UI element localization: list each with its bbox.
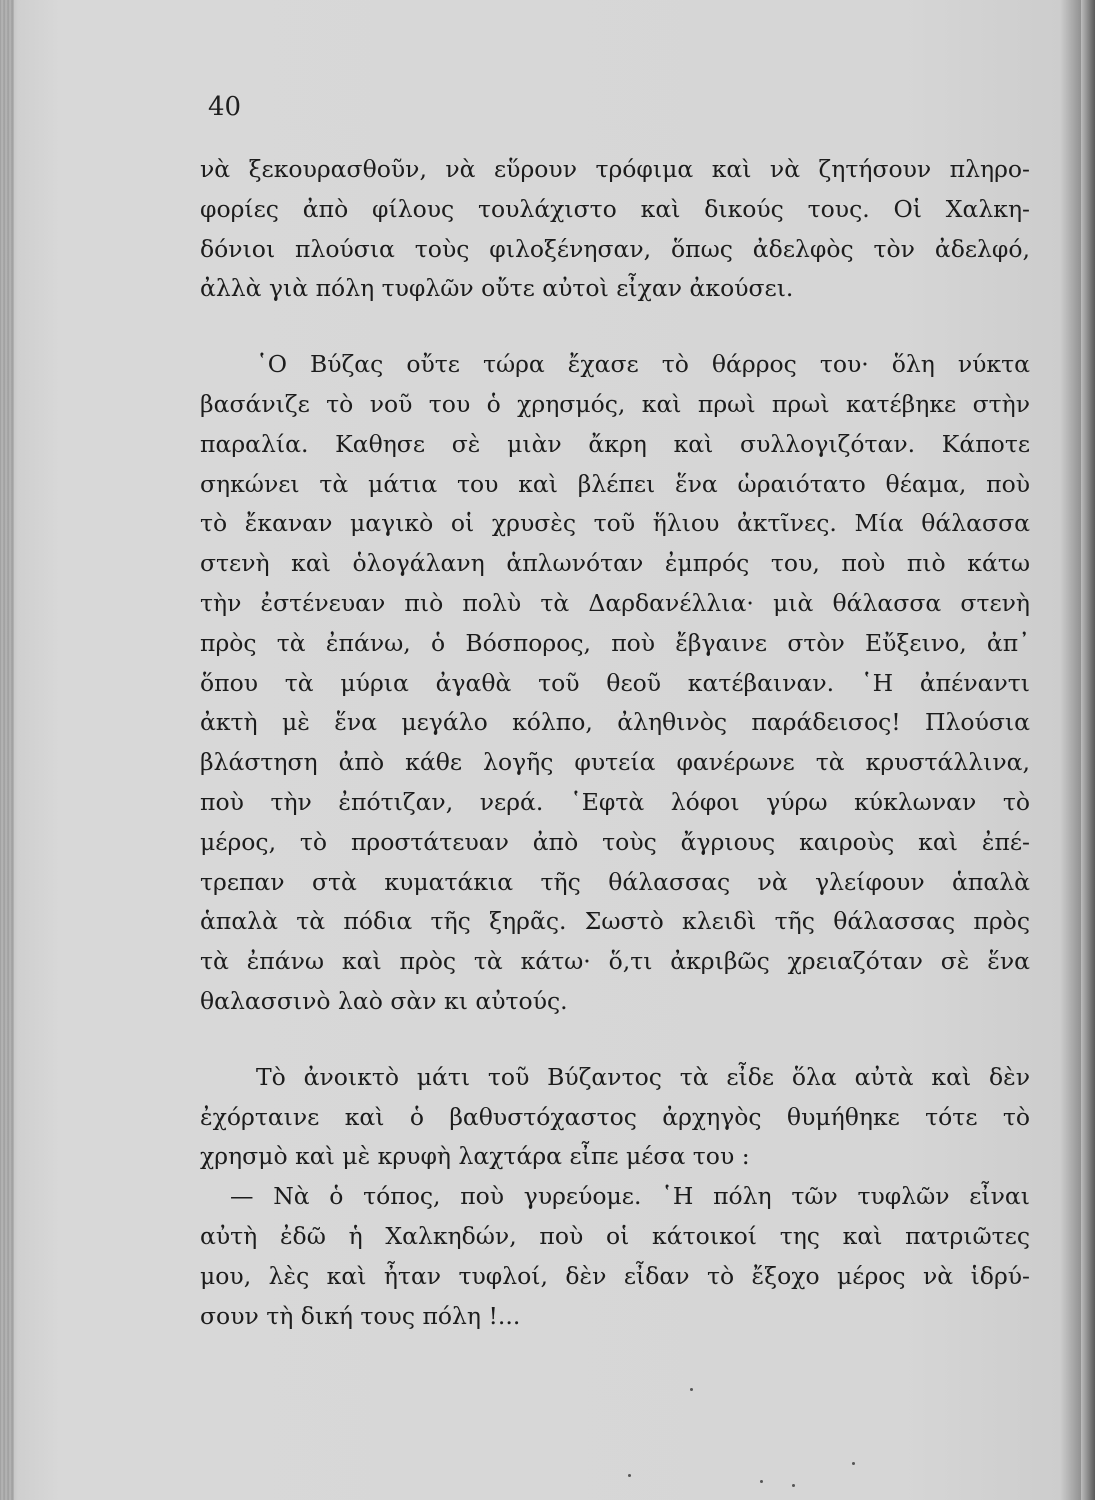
text-line: ἀλλὰ γιὰ πόλη τυφλῶν οὔτε αὐτοὶ εἶχαν ἀκούσει. [200,274,794,303]
text-line: μου, λὲς καὶ ἦταν τυφλοί, δὲν εἶδαν τὸ ἔξοχο μέρος νὰ ἱδρύ- [200,1261,1030,1290]
page-edge-right [1081,0,1095,1500]
text-line: φορίες ἀπὸ φίλους τουλάχιστο καὶ δικούς τους. Οἱ Χαλκη- [200,194,1030,223]
page-edge-left [0,0,14,1500]
text-line: τρεπαν στὰ κυματάκια τῆς θάλασσας νὰ γλείφουν ἁπαλὰ [200,867,1030,896]
text-line: τὰ ἐπάνω καὶ πρὸς τὰ κάτω· ὅ,τι ἀκριβῶς χρειαζόταν σὲ ἕνα [200,947,1030,976]
paragraph-4-dialogue [200,1177,1030,1336]
page-number: 40 [208,92,242,122]
dust-speck [628,1474,631,1477]
paragraph-3 [200,1058,1030,1177]
text-line: τὸ ἔκαναν μαγικὸ οἱ χρυσὲς τοῦ ἥλιου ἀκτῖνες. Μία θάλασσα [200,509,1030,538]
text-line: ποὺ τὴν ἐπότιζαν, νερά. ῾Εφτὰ λόφοι γύρω κύκλωναν τὸ [200,787,1030,816]
text-line: τὴν ἐστένευαν πιὸ πολὺ τὰ Δαρδανέλλια· μιὰ θάλασσα στενὴ [200,588,1030,617]
text-line: χρησμὸ καὶ μὲ κρυφὴ λαχτάρα εἶπε μέσα του : [200,1142,750,1171]
text-line: στενὴ καὶ ὁλογάλανη ἁπλωνόταν ἐμπρός του, ποὺ πιὸ κάτω [200,549,1030,578]
text-line: σουν τὴ δική τους πόλη !... [200,1301,521,1330]
dust-speck [792,1484,795,1487]
text-line: θαλασσινὸ λαὸ σὰν κι αὐτούς. [200,986,568,1015]
text-line: πρὸς τὰ ἐπάνω, ὁ Βόσπορος, ποὺ ἔβγαινε στὸν Εὔξεινο, ἀπ᾽ [200,628,1030,657]
text-line: νὰ ξεκουρασθοῦν, νὰ εὕρουν τρόφιμα καὶ νὰ ζητήσουν πληρο- [200,155,1030,183]
text-line: ὅπου τὰ μύρια ἀγαθὰ τοῦ θεοῦ κατέβαιναν. ῾Η ἀπέναντι [200,668,1030,697]
text-line: ῾Ο Βύζας οὔτε τώρα ἔχασε τὸ θάρρος του· ὅλη νύκτα [256,350,1030,379]
paragraph-1 [200,150,1030,309]
dust-speck [760,1480,763,1483]
text-line: δόνιοι πλούσια τοὺς φιλοξένησαν, ὅπως ἀδελφὸς τὸν ἀδελφό, [200,234,1030,263]
text-line: αὐτὴ ἐδῶ ἡ Χαλκηδών, ποὺ οἱ κάτοικοί της καὶ πατριῶτες [200,1221,1030,1250]
text-line: βασάνιζε τὸ νοῦ του ὁ χρησμός, καὶ πρωὶ πρωὶ κατέβηκε στὴν [200,389,1030,418]
text-line: μέρος, τὸ προστάτευαν ἀπὸ τοὺς ἄγριους καιροὺς καὶ ἐπέ- [200,827,1030,856]
text-line: σηκώνει τὰ μάτια του καὶ βλέπει ἕνα ὡραιότατο θέαμα, ποὺ [200,469,1030,498]
paragraph-2 [200,345,1030,1022]
dust-speck [690,1388,693,1391]
text-line: ἀκτὴ μὲ ἕνα μεγάλο κόλπο, ἀληθινὸς παράδεισος! Πλούσια [200,708,1030,737]
text-body [200,150,1030,1336]
text-line: — Νὰ ὁ τόπος, ποὺ γυρεύομε. ῾Η πόλη τῶν τυφλῶν εἶναι [230,1182,1030,1211]
dust-speck [852,1462,855,1465]
text-line: ἁπαλὰ τὰ πόδια τῆς ξηρᾶς. Σωστὸ κλειδὶ τῆς θάλασσας πρὸς [200,907,1030,936]
text-line: Τὸ ἀνοικτὸ μάτι τοῦ Βύζαντος τὰ εἶδε ὅλα αὐτὰ καὶ δὲν [256,1062,1030,1091]
text-line: ἐχόρταινε καὶ ὁ βαθυστόχαστος ἀρχηγὸς θυμήθηκε τότε τὸ [200,1102,1030,1131]
text-line: παραλία. Καθησε σὲ μιὰν ἄκρη καὶ συλλογιζόταν. Κάποτε [200,429,1030,458]
text-line: βλάστηση ἀπὸ κάθε λογῆς φυτεία φανέρωνε τὰ κρυστάλλινα, [200,748,1030,777]
